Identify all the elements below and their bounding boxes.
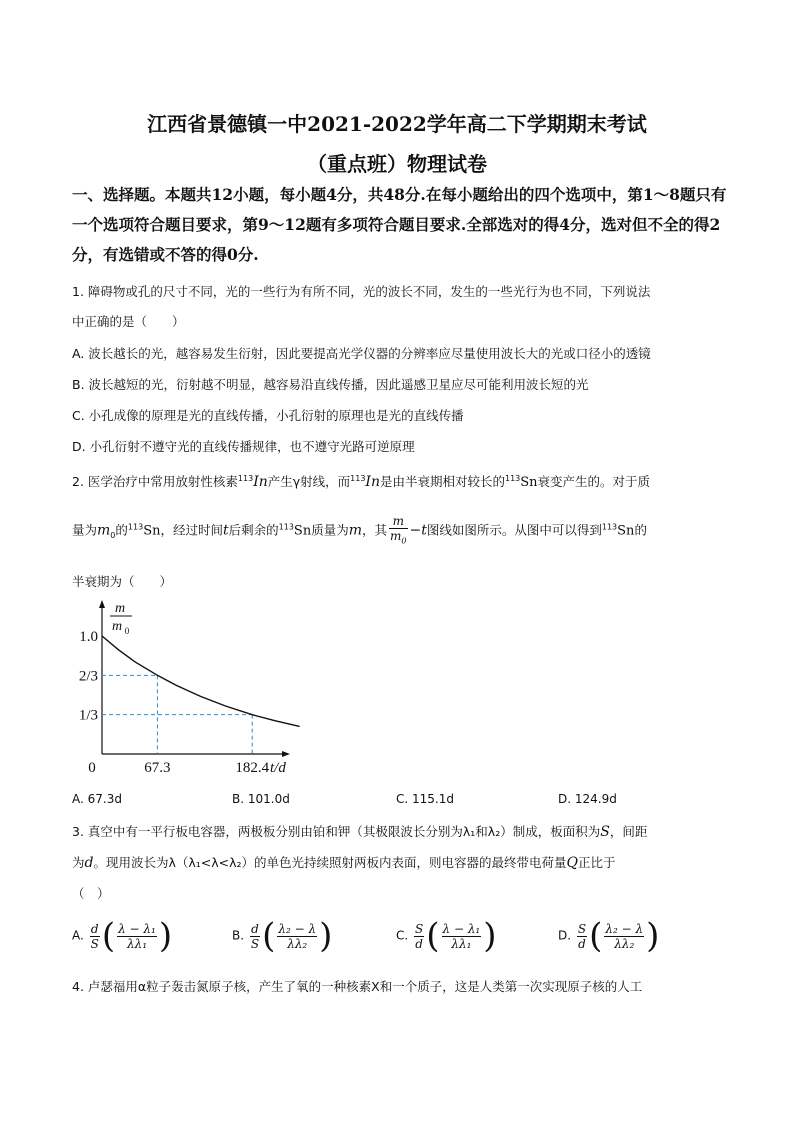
y-tick-label: 1.0 (79, 629, 98, 645)
y-axis-arrow (99, 600, 105, 608)
q2-stem-line2: 量为$m_0$的$^{113}$Sn，经过时间t后剩余的$^{113}$Sn质量为m，其 $\frac{m}{m_0}$ −t图线如图所示。从图中可以得到$^{113}$Sn的 (72, 514, 647, 548)
y-axis-label-subscript: 0 (124, 626, 130, 636)
q3-option-a: A. $\frac{d}{S}$ ( $\frac{\text{λ − λ₁}}{\text{λλ₁}}$ ) (72, 916, 173, 956)
q2-option-b: B. 101.0d (232, 792, 290, 806)
q3-stem-line1: 3. 真空中有一平行板电容器，两极板分别由铂和钾（其极限波长分别为λ₁和λ₂）制成，板面积为S，间距 (72, 824, 648, 840)
decay-chart (70, 598, 300, 780)
q1-stem-line2: 中正确的是（ ） (72, 314, 185, 329)
q3-option-c: C. $\frac{S}{d}$ ( $\frac{\text{λ − λ₁}}{\text{λλ₁}}$ ) (396, 916, 497, 956)
decay-curve (102, 636, 300, 726)
y-tick-label: 1/3 (78, 707, 98, 724)
x-axis-arrow (282, 751, 290, 757)
q2-option-a: A. 67.3d (72, 792, 122, 806)
origin-label: 0 (88, 760, 96, 776)
q3-option-b: B. $\frac{d}{S}$ ( $\frac{\text{λ₂ − λ}}{\text{λλ₂}}$ ) (232, 916, 333, 956)
q1-option-d: D. 小孔衍射不遵守光的直线传播规律，也不遵守光路可逆原理 (72, 439, 415, 454)
y-axis-label-denominator: m (111, 619, 123, 634)
exam-title: 江西省景德镇一中2021-2022学年高二下学期期末考试 (147, 112, 647, 136)
q1-option-b: B. 波长越短的光，衍射越不明显，越容易沿直线传播，因此遥感卫星应尽可能利用波长短的光 (72, 377, 589, 392)
x-axis-label: t/d (270, 760, 286, 776)
q2-option-c: C. 115.1d (396, 792, 454, 806)
q3-option-d: D. $\frac{S}{d}$ ( $\frac{\text{λ₂ − λ}}{\text{λλ₂}}$ ) (558, 916, 660, 956)
x-tick-label: 182.4 (235, 760, 270, 776)
x-tick-label: 67.3 (144, 760, 171, 776)
y-axis-label-numerator: m (114, 601, 126, 616)
exam-subtitle: （重点班）物理试卷 (307, 152, 487, 176)
q3-stem-line3: （ ） (72, 886, 110, 901)
q2-fraction-m-over-m0: $\frac{m}{m_0}$ (390, 514, 407, 546)
q1-option-c: C. 小孔成像的原理是光的直线传播，小孔衍射的原理也是光的直线传播 (72, 408, 464, 423)
q1-option-a: A. 波长越长的光，越容易发生衍射，因此要提高光学仪器的分辨率应尽量使用波长大的光或口径小的透镜 (72, 346, 651, 361)
q4-stem-line1: 4. 卢瑟福用α粒子轰击氮原子核，产生了氧的一种核素X和一个质子，这是人类第一次实现原子核的人工 (72, 979, 643, 994)
y-tick-label: 2/3 (78, 668, 98, 685)
q3-stem-line2: 为d。现用波长为λ（λ₁<λ<λ₂）的单色光持续照射两板内表面，则电容器的最终带电荷量Q正比于 (72, 855, 616, 871)
q2-stem-line3: 半衰期为（ ） (72, 574, 173, 589)
section-instructions: 一、选择题。本题共12小题，每小题4分，共48分.在每小题给出的四个选项中，第1～8题只有一个选项符合题目要求，第9～12题有多项符合题目要求.全部选对的得4分，选对但不全的得2分，有选错或不答的得0分. (72, 185, 727, 264)
q2-option-d: D. 124.9d (558, 792, 617, 806)
q2-stem-line1: 2. 医学治疗中常用放射性核素$^{113}$In产生γ射线，而$^{113}$In是由半衰期相对较长的$^{113}$Sn衰变产生的。对于质 (72, 473, 651, 490)
q1-stem-line1: 1. 障碍物或孔的尺寸不同，光的一些行为有所不同，光的波长不同，发生的一些光行为也不同，下列说法 (72, 284, 651, 299)
